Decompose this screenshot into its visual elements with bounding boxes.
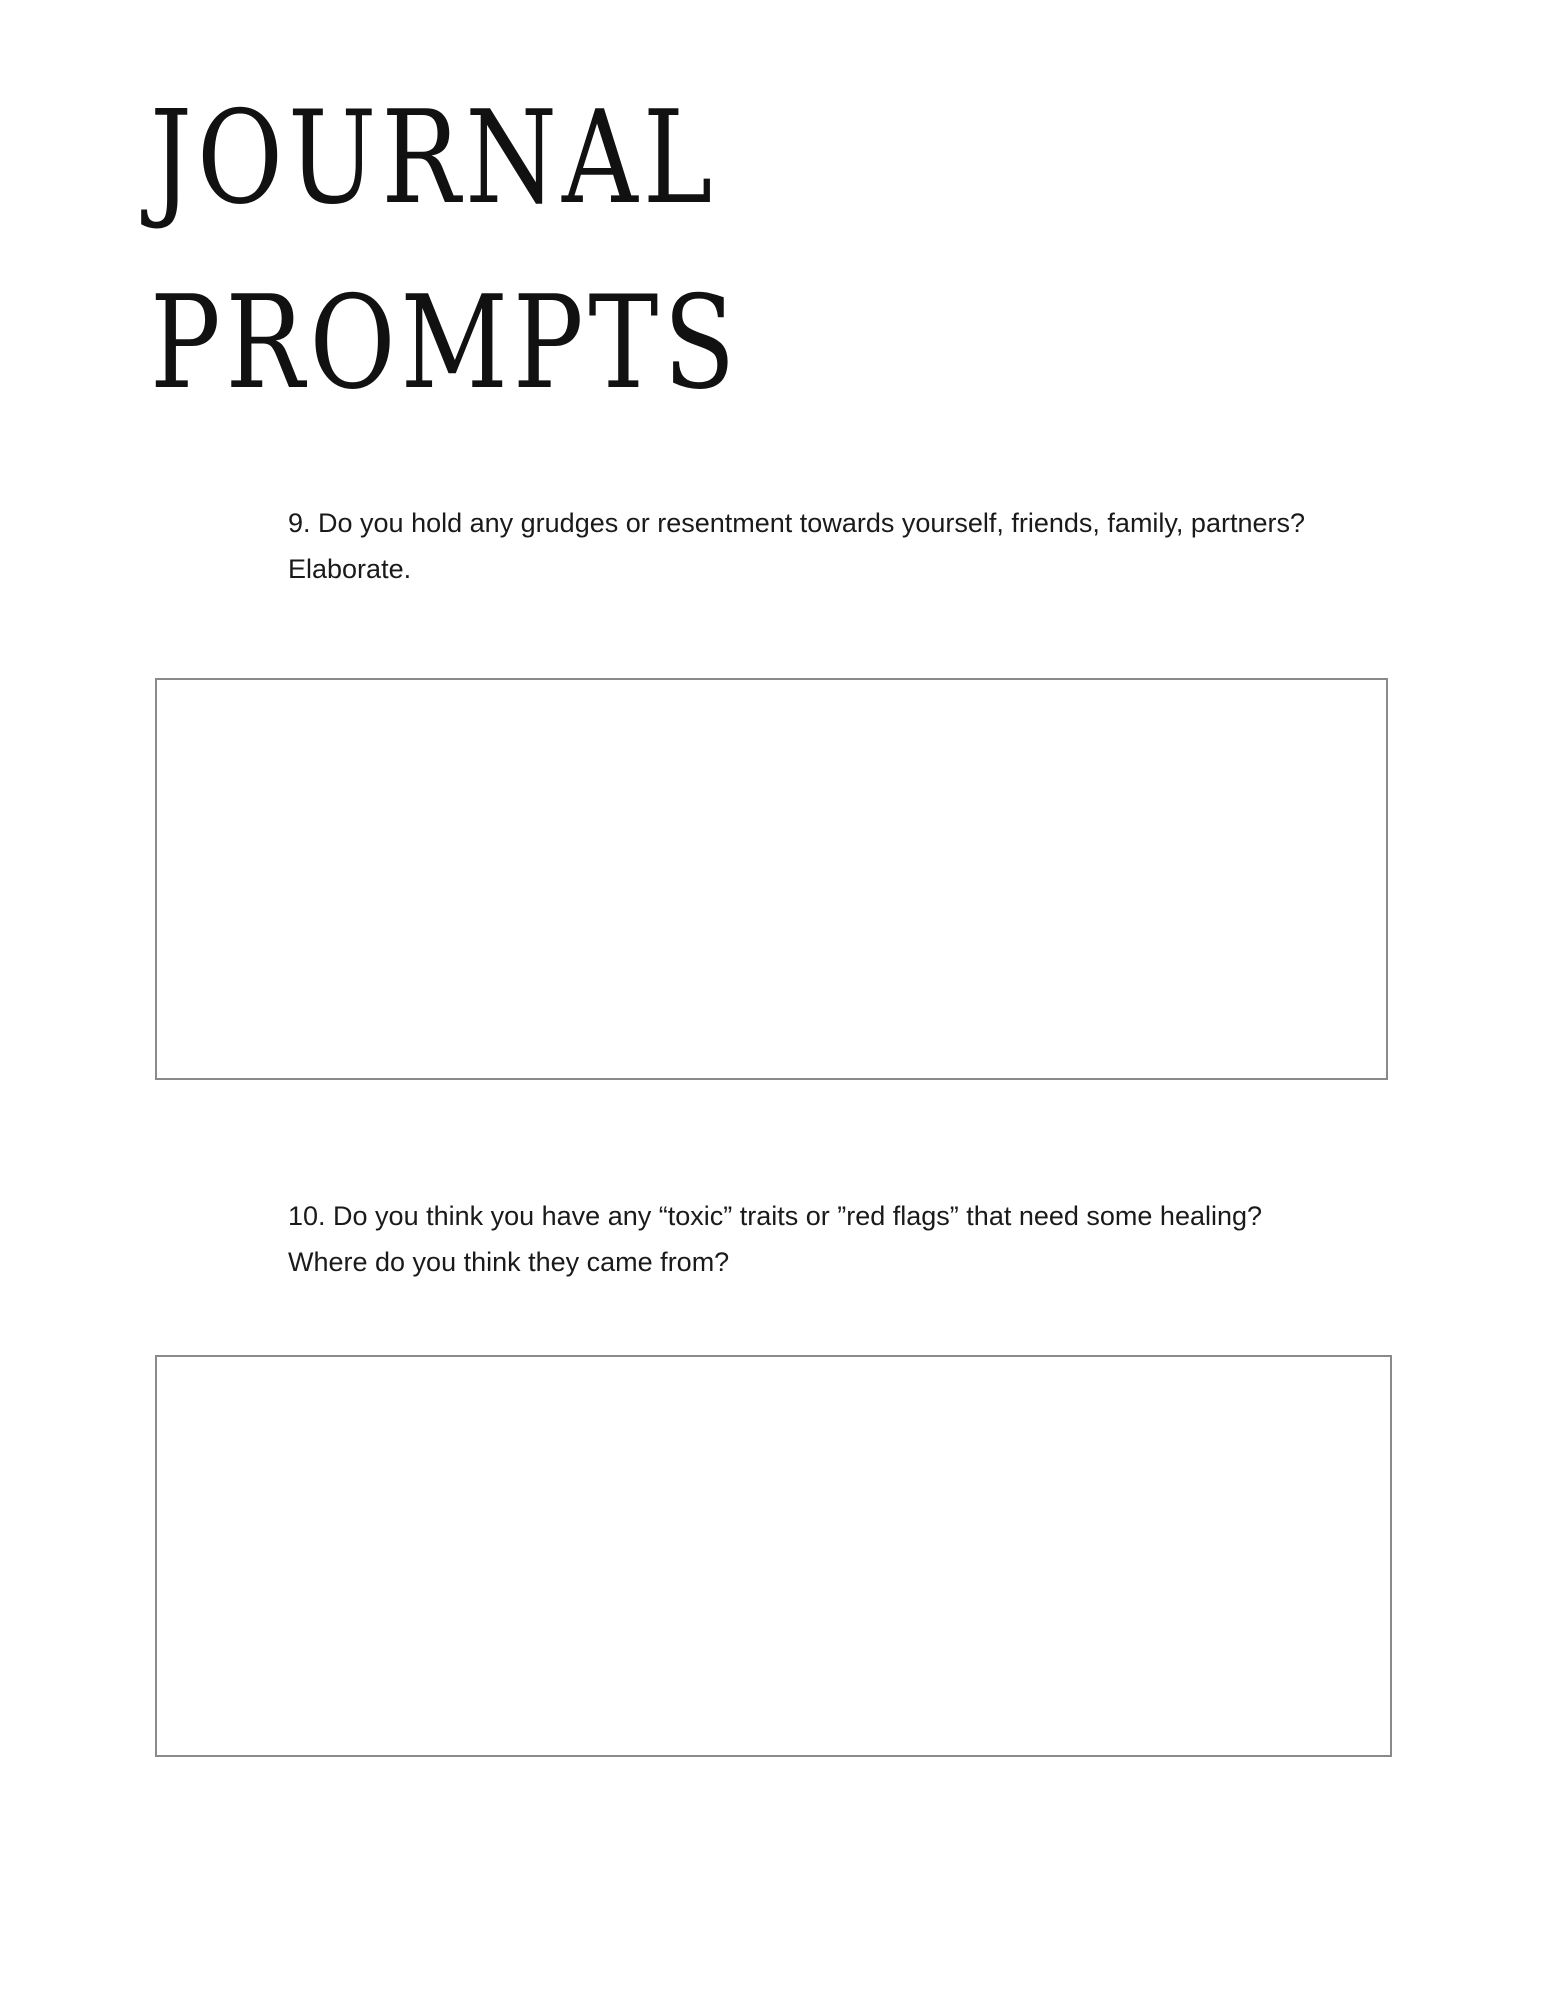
page-title-line-1: JOURNAL xyxy=(150,84,718,233)
answer-box-prompt-10[interactable] xyxy=(155,1355,1392,1757)
prompt-9-text: 9. Do you hold any grudges or resentment towards yourself, friends, family, partners? Elaborate. xyxy=(288,508,1305,584)
page-title-line-2: PROMPTS xyxy=(150,269,741,418)
prompt-10-text: 10. Do you think you have any “toxic” traits or ”red flags” that need some healing? Where do you think they came from? xyxy=(288,1201,1263,1277)
answer-box-prompt-9[interactable] xyxy=(155,678,1388,1080)
